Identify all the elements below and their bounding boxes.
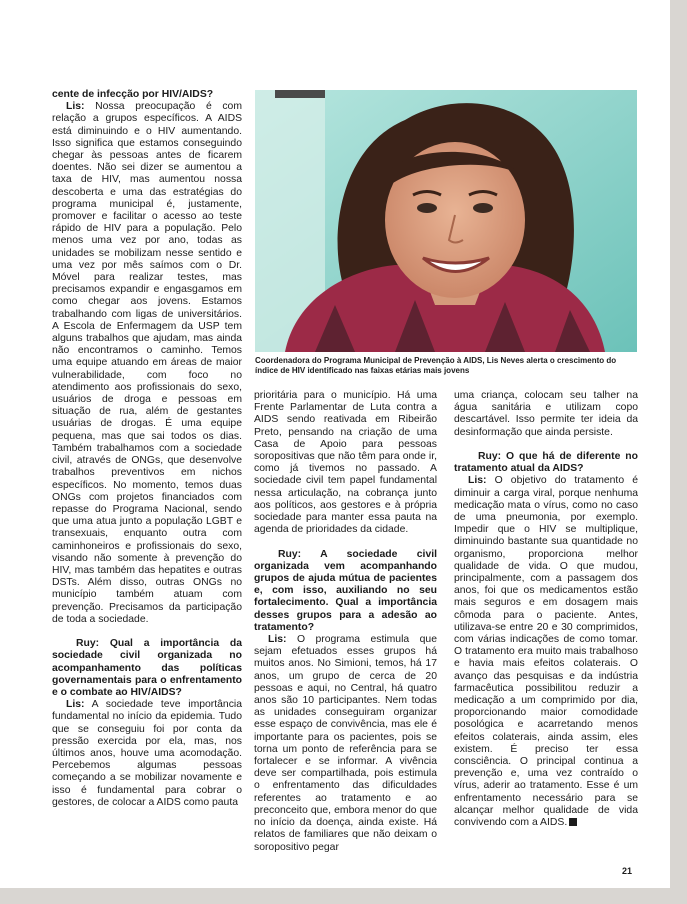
interview-question [454,451,638,475]
speaker-label: Lis: [66,101,85,113]
answer-text: prioritária para o município. Há uma Frente Parlamentar de Luta contra a AIDS sendo reativada em Ribeirão Preto, pensando na criação de uma Casa de Apoio para pessoas soropositivas que não têm para onde ir, como já tivemos no passado. A sociedade civil tem papel fundamental nessa articulação, na cobrança junto aos políticos, aos gestores e à própria sociedade para manter essa pauta na agenda de prioridades da cidade. [254,390,437,536]
answer-text: O programa estimula que sejam efetuados esses grupos há muitos anos. No Simioni, temos, há 17 anos, um grupo de cerca de 20 pessoas e aqui, no Central, há quatro anos são 10 participantes. Nem todas as unidades conseguiram organizar esse espaço de convivência, mas ele é importante para os pacientes, pois se torna um ponto de referência para se fortalecer e se informar. A vivência deve ser compartilhada, pois estimula o enfrentamento das dificuldades referentes ao tratamento e ao preconceito que, embora menor do que no início da doença, ainda existe. Há relatos de familiares que não deixam o soropositivo pegar [254,634,437,853]
question-text: Ruy: O que há de diferente no tratamento atual da AIDS? [454,451,638,475]
interview-answer [254,390,437,536]
portrait-photo [255,90,637,352]
question-text: Ruy: A sociedade civil organizada vem acompanhando grupos de ajuda mútua de pacientes e, com isso, auxiliando no seu fortalecimento. Qual a importância desses grupos para a adesão ao tratamento? [254,548,437,633]
portrait-illustration [255,90,637,352]
end-of-article-icon [569,818,577,826]
interview-question [52,89,242,101]
interview-answer [254,634,437,854]
interview-answer [52,699,242,809]
interview-question [254,549,437,634]
speaker-label: Lis: [268,634,287,646]
answer-text: A sociedade teve importância fundamental no início da epidemia. Tudo que se conseguiu foi por conta da pressão exercida por ela, mas, nos últimos anos, houve uma acomodação. Percebemos algumas pessoas começando a se mobilizar novamente e isso é fundamental para cobrar o gestores, de colocar a AIDS como pauta [52,699,242,808]
interview-answer [454,390,638,439]
interview-question [52,638,242,699]
text-column-2 [254,390,437,854]
text-column-3 [454,390,638,829]
page-number: 21 [622,866,633,876]
answer-text: O objetivo do tratamento é diminuir a carga viral, porque nenhuma medicação mata o vírus, como no caso de uma pneumonia, por exemplo. Impedir que o HIV se multiplique, diminuindo bastante sua quantidade no organismo, proporciona melhor qualidade de vida. O que mudou, principalmente, com a passagem dos anos, foi que os medicamentos estão mais seguros e em dosagem mais cômoda para o paciente. Antes, utilizava-se entre 20 e 30 comprimidos, com várias indicações de como tomar. O tratamento era muito mais trabalhoso e havia mais efeitos colaterais. O avanço das pesquisas e da indústria farmacêutica possibilitou reduzir a medicação a um comprimido por dia, proporcionando maior comodidade posológica e acarretando menos efeitos colaterais, ainda assim, eles existem. É preciso ter essa consciência. O principal continua a prevenção e, uma vez contraído o vírus, aderir ao tratamento. Esse é um enfrentamento necessário para se alcançar melhor qualidade de vida convivendo com a AIDS. [454,475,638,829]
answer-text: uma criança, colocam seu talher na água sanitária e utilizam copo descartável. Isso permite ter ideia da desinformação que ainda persiste. [454,390,638,438]
interview-answer [454,475,638,829]
interview-answer [52,101,242,626]
question-text: cente de infecção por HIV/AIDS? [52,89,214,100]
speaker-label: Lis: [468,475,487,487]
photo-caption: Coordenadora do Programa Municipal de Prevenção à AIDS, Lis Neves alerta o crescimento do índice de HIV identificado nas faixas etárias mais jovens [255,356,617,375]
question-text: Ruy: Qual a importância da sociedade civil organizada no acompanhamento das políticas governamentais para o enfrentamento e o combate ao HIV/AIDS? [52,638,242,698]
text-column-1 [52,89,242,809]
speaker-label: Lis: [66,699,85,711]
answer-text: Nossa preocupação é com relação a grupos específicos. A AIDS está diminuindo e o HIV aumentando. Isso significa que estamos conseguindo chegar às pessoas antes de ficarem doentes. Não sei dizer se aumentou a taxa de HIV, mas aumentou nossa descoberta e uma das estratégias do programa municipal é, justamente, promover e facilitar o acesso ao teste rápido de HIV para a população. Pelo menos uma vez por ano, todas as unidades se mobilizam nesse sentido e uma vez por mês saímos com o Dr. Móvel para realizar testes, mas precisamos expandir e engasgamos em como chegar aos jovens. Estamos trabalhando com ligas de universitários. A Escola de Enfermagem da USP tem alguns trabalhos que ajudam, mas ainda não encontramos o caminho. Temos uma equipe atuando em áreas de maior vulnerabilidade, com foco no atendimento aos profissionais do sexo, usuários de droga e pessoas em situação de rua, além de gestantes usuárias de drogas. É uma equipe pequena, mas que sai todos os dias. Também trabalhamos com a sociedade civil, através de ONGs, que desenvolve trabalhos preventivos em nichos específicos. No momento, temos duas ONGs com projetos financiados com repasse do Programa Nacional, sendo que uma atua junto a população LGBT e transexuais, enquanto outra com caminhoneiros e profissionais do sexo, visando não somente à prevenção do HIV, mas também das hepatites e outras DSTs. Além disso, outras ONGs no município também atuam com prevenção. Precisamos da participação de toda a sociedade. [52,101,242,625]
